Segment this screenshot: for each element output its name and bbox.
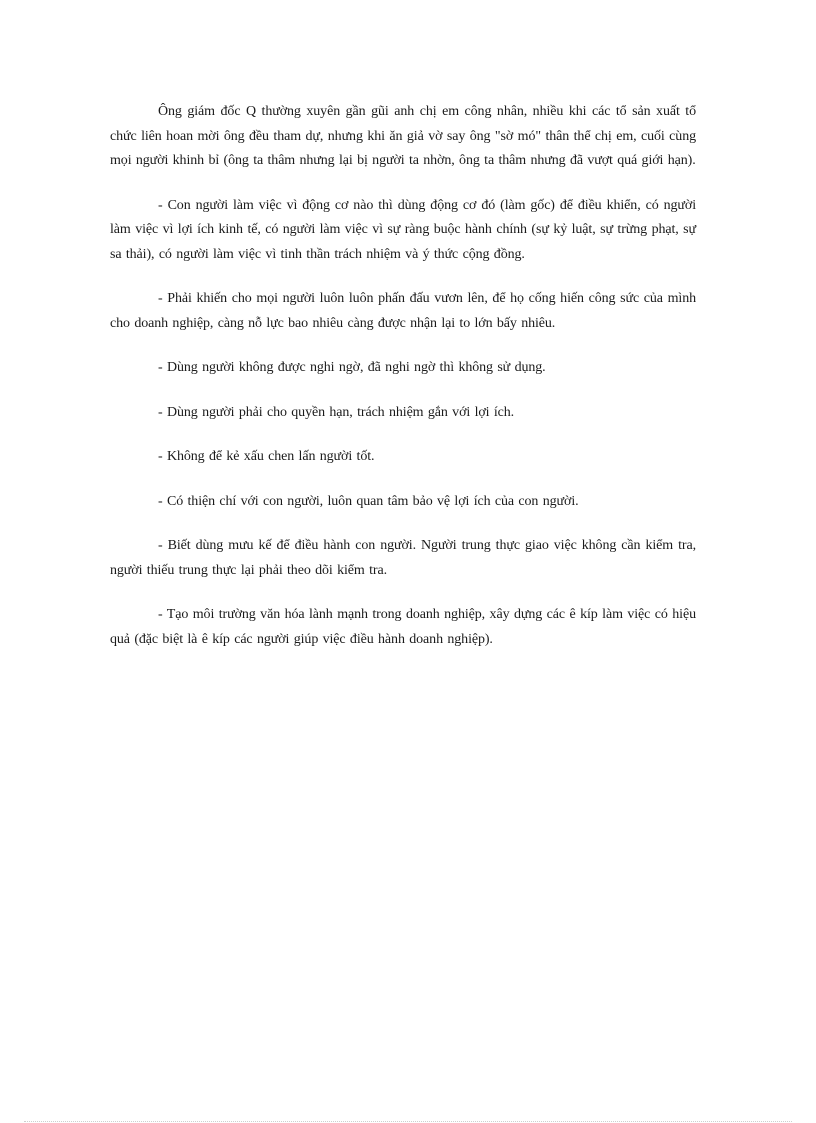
paragraph-striving: - Phải khiến cho mọi người luôn luôn phấn đấu vươn lên, để họ cống hiến công sức của mình cho doanh nghiệp, càng nỗ lực bao nhiêu càng được nhận lại to lớn bấy nhiêu. xyxy=(110,291,696,331)
paragraph-culture: - Tạo môi trường văn hóa lành mạnh trong doanh nghiệp, xây dựng các ê kíp làm việc có hiệu quả (đặc biệt là ê kíp các người giúp việc điều hành doanh nghiệp). xyxy=(110,607,696,647)
paragraph-authority: - Dùng người phải cho quyền hạn, trách nhiệm gắn với lợi ích. xyxy=(158,404,515,420)
paragraph-trust: - Dùng người không được nghi ngờ, đã nghi ngờ thì không sử dụng. xyxy=(158,360,546,375)
paragraph-strategy: - Biết dùng mưu kế để điều hành con người. Người trung thực giao việc không cần kiểm tra, người thiếu trung thực lại phải theo dõi kiểm tra. xyxy=(110,538,696,578)
paragraph-manager-q-example: Ông giám đốc Q thường xuyên gần gũi anh chị em công nhân, nhiều khi các tổ sản xuất tổ chức liên hoan mời ông đều tham dự, nhưng khi ăn giả vờ say ông "sờ mó" thân thể chị em, cuối cùng mọi người khinh bỉ (ông ta thâm nhưng lại bị người ta nhờn, ông ta thâm nhưng đã vượt quá giới hạn). xyxy=(110,104,696,168)
document-body xyxy=(110,100,696,672)
paragraph-goodwill: - Có thiện chí với con người, luôn quan tâm bảo vệ lợi ích của con người. xyxy=(158,493,579,509)
paragraph-bad-actors: - Không để kẻ xấu chen lấn người tốt. xyxy=(158,449,375,464)
page-bottom-divider xyxy=(24,1121,792,1122)
paragraph-motivation: - Con người làm việc vì động cơ nào thì dùng động cơ đó (làm gốc) để điều khiển, có người làm việc vì lợi ích kinh tế, có người làm việc vì sự ràng buộc hành chính (sự kỷ luật, sự trừng phạt, sự sa thải), có người làm việc vì tinh thần trách nhiệm và ý thức cộng đồng. xyxy=(110,197,696,262)
